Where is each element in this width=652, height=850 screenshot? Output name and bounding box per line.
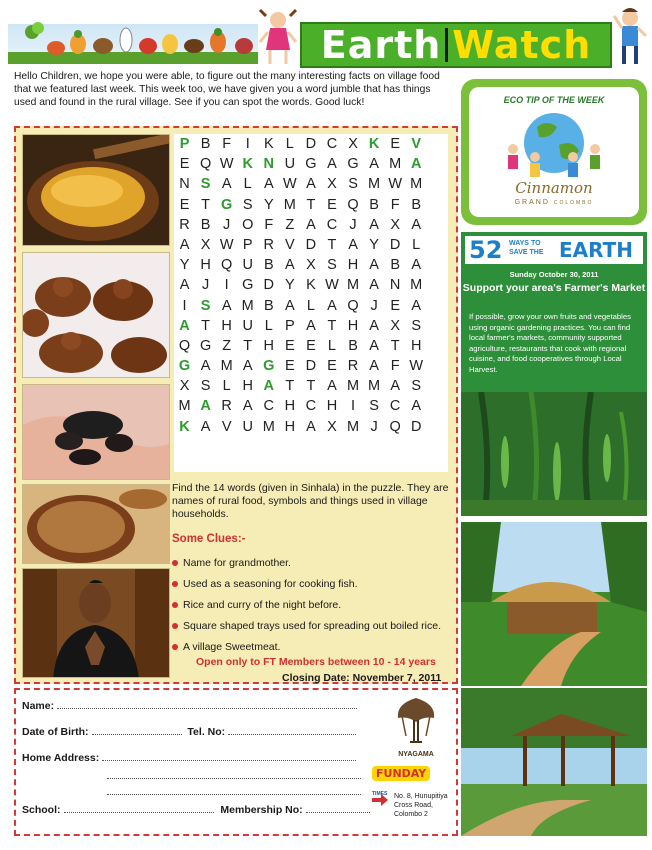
grid-letter[interactable]: E: [179, 196, 190, 213]
grid-letter[interactable]: T: [285, 378, 295, 395]
name-label: Name:: [22, 700, 55, 712]
name-row: [22, 700, 357, 712]
grid-letter[interactable]: K: [368, 136, 380, 152]
grid-letter[interactable]: L: [285, 136, 294, 152]
grid-letter[interactable]: V: [285, 236, 295, 253]
funday-text: FUNDAY: [372, 766, 430, 781]
grid-letter[interactable]: A: [306, 317, 316, 334]
grid-letter[interactable]: D: [305, 236, 317, 253]
address-line: Colombo 2: [394, 811, 428, 818]
grid-letter[interactable]: E: [285, 358, 295, 375]
grid-letter[interactable]: X: [327, 176, 337, 193]
grid-letter[interactable]: M: [241, 297, 254, 314]
grid-letter[interactable]: Q: [199, 156, 212, 173]
grid-letter[interactable]: A: [369, 337, 379, 354]
grid-letter[interactable]: W: [388, 176, 402, 193]
grid-letter[interactable]: P: [285, 317, 295, 334]
clues-heading: Some Clues:-: [172, 533, 246, 545]
grid-letter[interactable]: A: [221, 297, 232, 314]
grid-letter[interactable]: K: [306, 277, 316, 294]
grid-letter[interactable]: M: [178, 398, 191, 415]
grid-letter[interactable]: X: [327, 418, 337, 435]
rice-bowl-photo: [22, 134, 170, 246]
grid-letter[interactable]: E: [179, 156, 190, 173]
eligibility-note: Open only to FT Members between 10 - 14 years: [196, 656, 436, 668]
ways-body: If possible, grow your own fruits and vegetables using organic gardening practices. You can find local farmer's markets, community supported agriculture, restaurants that cook with regional cuisine, and food cooperatives through Local Harvest.: [469, 312, 631, 374]
grid-letter[interactable]: S: [200, 297, 211, 314]
grid-letter[interactable]: X: [200, 236, 211, 253]
clue-item: [172, 573, 458, 594]
grid-letter[interactable]: G: [242, 277, 254, 294]
grid-row: [174, 296, 448, 316]
address-row-2: [104, 770, 361, 782]
grid-letter[interactable]: M: [283, 196, 296, 213]
grid-letter[interactable]: I: [182, 297, 187, 314]
grid-letter[interactable]: A: [411, 257, 422, 274]
grid-letter[interactable]: J: [370, 297, 378, 314]
membership-field[interactable]: [306, 804, 370, 813]
grid-letter[interactable]: U: [284, 156, 296, 173]
grid-letter[interactable]: C: [305, 398, 317, 415]
clue-text: Name for grandmother.: [183, 556, 291, 569]
grid-letter[interactable]: Q: [347, 196, 359, 213]
clue-item: [172, 636, 458, 657]
bullet-icon: [172, 581, 178, 587]
dob-label: Date of Birth:: [22, 726, 89, 738]
grid-letter[interactable]: R: [263, 236, 275, 253]
grid-letter[interactable]: A: [306, 216, 316, 233]
grid-letter[interactable]: E: [327, 358, 337, 375]
vegetable-banner: [8, 10, 258, 64]
bullet-icon: [172, 560, 178, 566]
grid-letter[interactable]: A: [285, 257, 295, 274]
grid-letter[interactable]: Z: [285, 216, 295, 233]
ways-date: Sunday October 30, 2011: [509, 270, 599, 279]
grid-letter[interactable]: L: [412, 236, 421, 253]
grid-letter[interactable]: W: [325, 277, 339, 294]
grid-letter[interactable]: L: [243, 176, 252, 193]
village-hut-photo: [461, 522, 647, 686]
grid-letter[interactable]: L: [306, 297, 315, 314]
save-the-word: SAVE THE: [509, 249, 544, 256]
grid-row: [174, 275, 448, 295]
grid-letter[interactable]: W: [219, 156, 234, 173]
grid-letter[interactable]: G: [199, 337, 212, 354]
grid-letter[interactable]: S: [411, 317, 422, 334]
grid-letter[interactable]: Q: [221, 257, 233, 274]
grid-letter[interactable]: A: [200, 398, 211, 415]
grid-letter[interactable]: L: [222, 378, 231, 395]
grid-letter[interactable]: H: [410, 337, 422, 354]
grid-letter[interactable]: Y: [285, 277, 295, 294]
grid-letter[interactable]: P: [242, 236, 253, 253]
seeds-bowl-photo: [22, 484, 170, 564]
grid-letter[interactable]: X: [390, 216, 400, 233]
vegetable-plants-photo: [461, 392, 647, 516]
grid-letter[interactable]: S: [200, 176, 211, 193]
clue-text: Square shaped trays used for spreading out boiled rice.: [183, 619, 441, 632]
grid-letter[interactable]: M: [346, 277, 360, 294]
clue-item: [172, 615, 458, 636]
to-word: TO: [530, 240, 541, 247]
grid-letter[interactable]: W: [283, 176, 297, 193]
address-row: [22, 752, 356, 764]
grid-letter[interactable]: B: [200, 136, 211, 152]
grid-letter[interactable]: A: [369, 277, 379, 294]
grid-letter[interactable]: G: [178, 358, 191, 375]
grid-letter[interactable]: F: [222, 136, 232, 152]
grid-letter[interactable]: L: [264, 317, 273, 334]
grid-letter[interactable]: B: [348, 337, 358, 354]
address-line: No. 8, Hunupitiya: [394, 793, 448, 800]
grid-letter[interactable]: M: [410, 176, 423, 193]
school-label: School:: [22, 804, 61, 816]
wooden-pavilion-photo: [461, 688, 647, 836]
school-row: [22, 804, 370, 816]
grid-letter[interactable]: A: [410, 156, 422, 173]
grid-letter[interactable]: S: [348, 176, 358, 193]
grid-letter[interactable]: D: [305, 136, 317, 152]
grid-letter[interactable]: S: [242, 196, 253, 213]
grid-letter[interactable]: A: [369, 216, 379, 233]
clues-list: [172, 552, 458, 657]
grid-letter[interactable]: C: [326, 216, 338, 233]
grid-letter[interactable]: S: [411, 378, 422, 395]
grid-letter[interactable]: H: [284, 418, 296, 435]
grid-letter[interactable]: K: [242, 156, 253, 173]
grand-text: GRAND: [514, 199, 550, 206]
ways-number: 52: [469, 236, 503, 264]
clue-item: [172, 594, 458, 615]
grid-letter[interactable]: D: [263, 277, 275, 294]
title-earth: Earth: [320, 23, 442, 67]
grid-row: [174, 134, 448, 154]
grid-letter[interactable]: A: [411, 216, 422, 233]
grid-letter[interactable]: A: [179, 277, 190, 294]
clue-text: Rice and curry of the night before.: [183, 598, 342, 611]
grid-row: [174, 215, 448, 235]
grid-letter[interactable]: A: [179, 236, 190, 253]
grid-letter[interactable]: G: [305, 156, 317, 173]
intro-text: Hello Children, we hope you were able, to figure out the many interesting facts on village food that we featured last week. This week too, we have given you a word jumble that has things used and found in the rural village. See if you can spot the words. Good luck!: [14, 71, 440, 108]
grid-letter[interactable]: I: [351, 398, 356, 415]
grid-letter[interactable]: X: [306, 257, 316, 274]
grid-letter[interactable]: Q: [178, 337, 191, 354]
grid-row: [174, 154, 448, 174]
title-watch: Watch: [452, 23, 592, 67]
grid-letter[interactable]: D: [305, 358, 317, 375]
grid-letter[interactable]: T: [201, 317, 211, 334]
address-field-1[interactable]: [102, 752, 356, 761]
grid-letter[interactable]: A: [306, 418, 316, 435]
grid-letter[interactable]: A: [390, 378, 400, 395]
grid-letter[interactable]: A: [242, 398, 253, 415]
grid-letter[interactable]: B: [390, 257, 400, 274]
grid-letter[interactable]: A: [369, 358, 379, 375]
dob-row: [22, 726, 356, 738]
grid-letter[interactable]: M: [346, 418, 360, 435]
cinnamon-brand: Cinnamon: [515, 179, 593, 197]
grid-letter[interactable]: T: [201, 196, 211, 213]
grid-letter[interactable]: Q: [389, 418, 401, 435]
clue-text: Used as a seasoning for cooking fish.: [183, 577, 358, 590]
grid-letter[interactable]: L: [327, 337, 336, 354]
boy-cartoon-icon: [612, 6, 648, 68]
greeting-man-photo: [22, 568, 170, 678]
grid-letter[interactable]: K: [263, 136, 274, 152]
grid-letter[interactable]: E: [285, 337, 295, 354]
tel-label: Tel. No:: [187, 726, 226, 738]
name-field[interactable]: [57, 700, 357, 709]
grid-letter[interactable]: B: [411, 196, 422, 213]
school-field[interactable]: [64, 804, 214, 813]
grid-letter[interactable]: K: [179, 418, 190, 435]
grid-letter[interactable]: A: [263, 378, 275, 395]
puzzle-instructions: Find the 14 words (given in Sinhala) in the puzzle. They are names of rural food, symbols and things used in village households.: [172, 482, 449, 520]
grid-row: [174, 336, 448, 356]
grid-letter[interactable]: W: [409, 358, 424, 375]
grid-row: [174, 417, 448, 437]
dob-field[interactable]: [92, 726, 182, 735]
grid-letter[interactable]: F: [390, 196, 400, 213]
grid-letter[interactable]: U: [242, 257, 253, 274]
address-row-3: [104, 786, 361, 798]
grid-letter[interactable]: B: [263, 297, 274, 314]
grid-letter[interactable]: F: [264, 216, 274, 233]
grid-letter[interactable]: B: [263, 257, 274, 274]
52-ways-card: [461, 232, 647, 516]
funday-sub: TIMES: [372, 791, 388, 797]
grid-row: [174, 195, 448, 215]
grid-letter[interactable]: P: [179, 136, 190, 152]
grid-letter[interactable]: A: [263, 176, 274, 193]
grid-letter[interactable]: A: [200, 358, 211, 375]
grid-letter[interactable]: Z: [222, 337, 232, 354]
grid-letter[interactable]: I: [224, 277, 229, 294]
bullet-icon: [172, 623, 178, 629]
grid-letter[interactable]: A: [327, 378, 337, 395]
eco-tip-heading: ECO TIP OF THE WEEK: [503, 95, 605, 105]
grid-letter[interactable]: G: [263, 358, 275, 375]
grid-letter[interactable]: X: [348, 136, 358, 152]
grid-letter[interactable]: S: [327, 257, 337, 274]
grid-letter[interactable]: S: [200, 378, 211, 395]
ways-small-text: [509, 239, 544, 257]
grid-letter[interactable]: H: [221, 317, 232, 334]
grid-letter[interactable]: T: [243, 337, 253, 354]
grid-letter[interactable]: B: [369, 196, 379, 213]
grid-letter[interactable]: D: [410, 418, 422, 435]
address-label: Home Address:: [22, 752, 100, 764]
membership-label: Membership No:: [220, 804, 303, 816]
grid-letter[interactable]: C: [263, 398, 275, 415]
title-divider: [445, 28, 448, 62]
grid-letter[interactable]: E: [327, 196, 337, 213]
page-title: [300, 22, 612, 68]
grid-letter[interactable]: A: [348, 236, 358, 253]
grid-letter[interactable]: G: [347, 156, 359, 173]
grid-letter[interactable]: W: [219, 236, 234, 253]
dried-fish-hand-photo: [22, 384, 170, 480]
grid-row: [174, 235, 448, 255]
entry-form: [14, 688, 458, 836]
grid-letter[interactable]: A: [179, 317, 190, 334]
grid-letter[interactable]: H: [326, 398, 338, 415]
nyagama-text: NYAGAMA: [398, 751, 434, 758]
grid-row: [174, 316, 448, 336]
grid-letter[interactable]: N: [179, 176, 190, 193]
grid-letter[interactable]: H: [200, 257, 211, 274]
arrow-icon: [372, 794, 388, 806]
clue-text: A village Sweetmeat.: [183, 640, 281, 653]
nyagama-logo: [386, 696, 446, 758]
grid-letter[interactable]: A: [221, 176, 232, 193]
grid-row: [174, 255, 448, 275]
grid-letter[interactable]: E: [390, 136, 400, 152]
address-line: Cross Road,: [394, 802, 433, 809]
grid-letter[interactable]: M: [220, 358, 233, 375]
grid-letter[interactable]: Y: [179, 257, 190, 274]
vegetable-characters-illustration: [8, 10, 258, 64]
grid-letter[interactable]: A: [306, 176, 316, 193]
grid-letter[interactable]: M: [368, 378, 381, 395]
clue-item: [172, 552, 458, 573]
grid-letter[interactable]: A: [411, 297, 422, 314]
grid-letter[interactable]: N: [263, 156, 275, 173]
ways-word: WAYS: [509, 240, 529, 247]
grid-letter[interactable]: J: [370, 418, 378, 435]
grid-letter[interactable]: I: [245, 136, 250, 152]
grid-letter[interactable]: J: [201, 277, 210, 294]
city-text: COLOMBO: [553, 200, 594, 206]
bullet-icon: [172, 644, 178, 650]
grid-row: [174, 396, 448, 416]
grid-letter[interactable]: T: [327, 317, 337, 334]
grid-letter[interactable]: A: [285, 297, 295, 314]
girl-cartoon-icon: [258, 8, 298, 68]
eco-tip-card: [461, 79, 647, 225]
grid-letter[interactable]: R: [347, 358, 359, 375]
grid-letter[interactable]: O: [242, 216, 254, 233]
grid-letter[interactable]: Q: [347, 297, 359, 314]
word-search-grid[interactable]: [174, 134, 448, 472]
grid-letter[interactable]: J: [349, 216, 357, 233]
globe-children-icon: [499, 109, 609, 179]
grid-letter[interactable]: A: [327, 156, 337, 173]
grid-letter[interactable]: S: [369, 398, 379, 415]
ways-earth: EARTH: [559, 238, 634, 262]
grid-letter[interactable]: A: [242, 358, 253, 375]
grid-letter[interactable]: Y: [263, 196, 274, 213]
grid-letter[interactable]: H: [347, 257, 359, 274]
grid-letter[interactable]: V: [221, 418, 232, 435]
grid-letter[interactable]: E: [390, 297, 400, 314]
grid-letter[interactable]: Y: [369, 236, 379, 253]
grid-letter[interactable]: A: [327, 297, 337, 314]
grid-letter[interactable]: M: [389, 156, 402, 173]
closing-date: Closing Date: November 7, 2011: [282, 672, 442, 684]
grid-letter[interactable]: R: [221, 398, 232, 415]
52-ways-heading: [465, 236, 643, 264]
grid-letter[interactable]: T: [306, 378, 316, 395]
postal-address: [394, 792, 448, 819]
grid-letter[interactable]: A: [411, 398, 422, 415]
address-field-3[interactable]: [107, 786, 361, 795]
eco-tip-inner: [469, 87, 639, 217]
grid-letter[interactable]: V: [411, 136, 422, 152]
grid-letter[interactable]: X: [390, 317, 400, 334]
grid-letter[interactable]: G: [221, 196, 233, 213]
grid-letter[interactable]: A: [369, 156, 379, 173]
grid-letter[interactable]: T: [327, 236, 337, 253]
puzzle-panel: [14, 126, 458, 684]
grid-letter[interactable]: M: [410, 277, 423, 294]
grid-letter[interactable]: E: [306, 337, 316, 354]
grid-letter[interactable]: H: [242, 378, 253, 395]
grid-letter[interactable]: X: [179, 378, 190, 395]
grid-letter[interactable]: U: [242, 317, 253, 334]
grid-letter[interactable]: B: [200, 216, 211, 233]
tel-field[interactable]: [228, 726, 356, 735]
grid-letter[interactable]: D: [389, 236, 401, 253]
grid-letter[interactable]: T: [390, 337, 400, 354]
grid-letter[interactable]: A: [200, 418, 211, 435]
grid-letter[interactable]: A: [369, 257, 379, 274]
grid-row: [174, 376, 448, 396]
grid-letter[interactable]: H: [284, 398, 296, 415]
grid-letter[interactable]: T: [306, 196, 316, 213]
grid-letter[interactable]: R: [179, 216, 190, 233]
grid-letter[interactable]: N: [389, 277, 401, 294]
bullet-icon: [172, 602, 178, 608]
ways-title: Support your area's Farmer's Market: [462, 282, 646, 294]
grid-letter[interactable]: J: [223, 216, 231, 233]
sweetmeat-photo: [22, 252, 170, 378]
grid-letter[interactable]: H: [347, 317, 359, 334]
grid-letter[interactable]: U: [242, 418, 253, 435]
grid-row: [174, 356, 448, 376]
grid-row: [174, 174, 448, 194]
grid-letter[interactable]: M: [346, 378, 360, 395]
cinnamon-grand: [469, 199, 639, 206]
grid-letter[interactable]: H: [263, 337, 275, 354]
grid-letter[interactable]: M: [368, 176, 381, 193]
grid-letter[interactable]: F: [390, 358, 400, 375]
grid-letter[interactable]: M: [262, 418, 275, 435]
grid-letter[interactable]: C: [326, 136, 338, 152]
tree-icon: [386, 696, 446, 746]
grid-letter[interactable]: C: [389, 398, 401, 415]
address-field-2[interactable]: [107, 770, 361, 779]
grid-letter[interactable]: A: [369, 317, 379, 334]
